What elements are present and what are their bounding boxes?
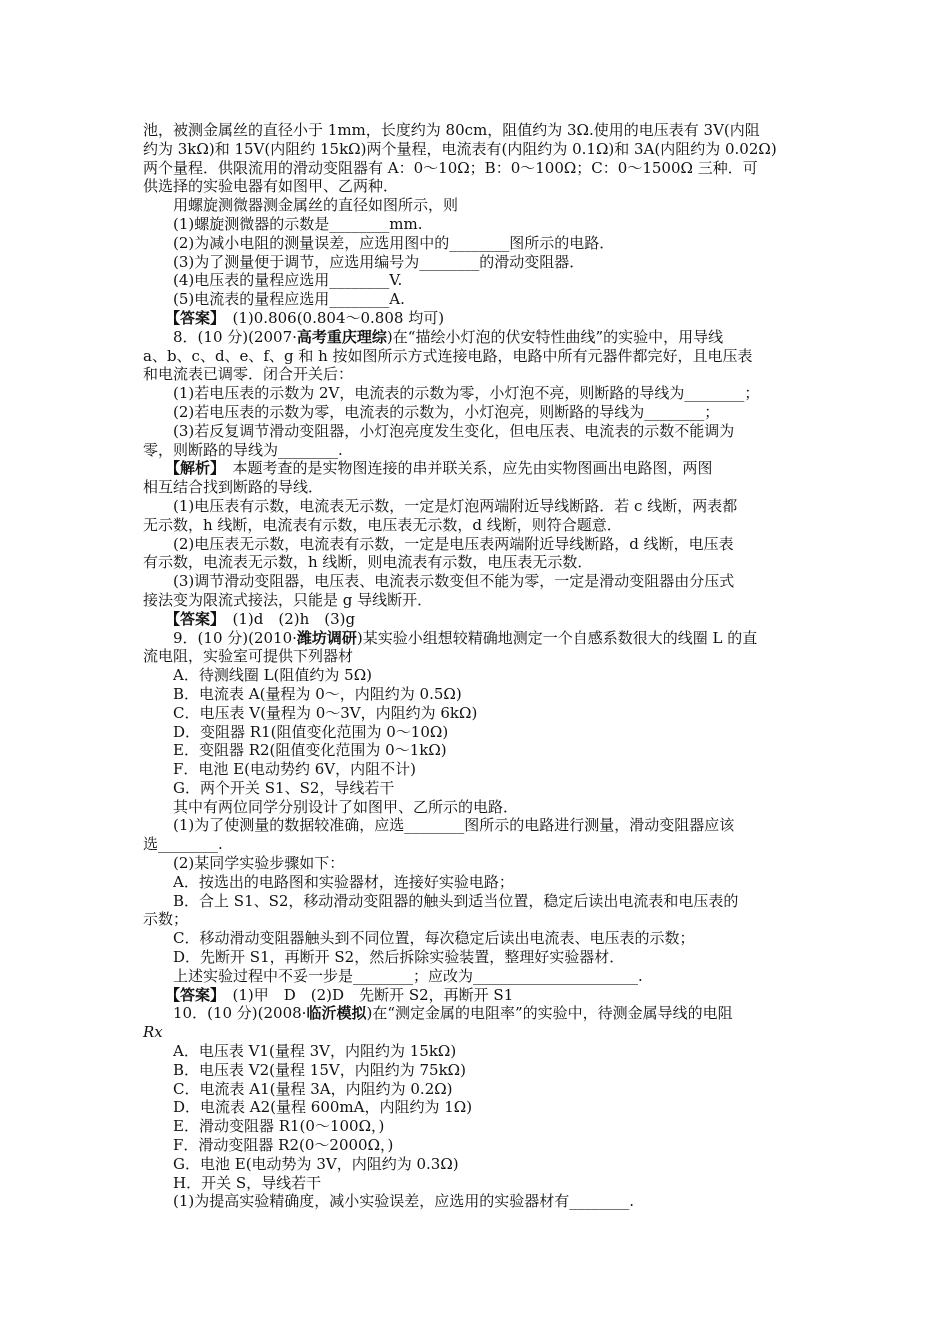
analysis-tag: 【解析】 [165,459,218,478]
q10-option-d: D．电流表 A2(量程 600mA，内阻约为 1Ω) [173,1098,473,1117]
q9-step-a: A．按选出的电路图和实验器材，连接好实验电路； [173,872,514,891]
question-number: 9．(10 分)(2010· [173,628,297,647]
q9-step-b-cont: 示数； [143,910,189,929]
q7-line-3: 两个量程．供限流用的滑动变阻器有 A：0～10Ω；B：0～100Ω；C：0～1500Ω 三种．可 [143,158,758,177]
q8-analysis-2b: 有示数，电流表无示数，h 线断，则电流表有示数，电压表无示数． [143,553,593,572]
q7-line-2: 约为 3kΩ)和 15V(内阻约 15kΩ)两个量程，电流表有(内阻约为 0.1Ω)和 3A(内阻约为 0.02Ω) [143,139,777,158]
q7-sub-5: (5)电流表的量程应选用________A. [173,290,405,309]
q9-option-f: F．电池 E(电动势约 6V，内阻不计) [173,760,416,779]
q9-option-e: E．变阻器 R2(阻值变化范围为 0～1kΩ) [173,741,447,760]
question-text: )在“测定金属的电阻率”的实验中，待测金属导线的电阻 [366,1004,733,1023]
q9-line-2: 流电阻，实验室可提供下列器材 [143,647,354,666]
q8-sub-3b: 零，则断路的导线为________. [143,440,343,459]
q7-line-1: 池，被测金属丝的直径小于 1mm，长度约为 80cm，阻值约为 3Ω.使用的电压表有 3V(内阻 [143,121,760,139]
question-text: )在“描绘小灯泡的伏安特性曲线”的实验中，用导线 [386,327,724,346]
q9-option-d: D．变阻器 R1(阻值变化范围为 0～10Ω) [173,722,449,741]
question-source: 潍坊调研 [296,628,357,647]
q9-line-3: 其中有两位同学分别设计了如图甲、乙所示的电路． [173,797,519,816]
q8-sub-1: (1)若电压表的示数为 2V，电流表的示数为零，小灯泡不亮，则断路的导线为________； [173,384,760,403]
answer-text: (1)甲 D (2)D 先断开 S2，再断开 S1 [217,985,514,1004]
question-text: )某实验小组想较精确地测定一个自感系数很大的线圈 L 的直 [356,628,758,647]
q10-option-e: E．滑动变阻器 R1(0～100Ω，) [173,1117,385,1136]
q8-analysis-3a: (3)调节滑动变阻器，电压表、电流表示数变但不能为零，一定是滑动变阻器由分压式 [173,572,735,591]
q7-sub-3: (3)为了测量便于调节，应选用编号为________的滑动变阻器． [173,252,585,271]
q9-option-a: A．待测线圈 L(阻值约为 5Ω) [173,666,373,685]
q8-answer [143,610,808,629]
q10-option-g: G．电池 E(电动势为 3V，内阻约为 0.3Ω) [173,1154,459,1173]
q10-option-f: F．滑动变阻器 R2(0～2000Ω，) [173,1136,394,1155]
q9-answer [143,986,808,1005]
answer-tag: 【答案】 [165,308,218,327]
q9-option-g: G．两个开关 S1、S2，导线若干 [173,778,395,797]
q7-sub-1: (1)螺旋测微器的示数是________mm. [173,214,423,233]
answer-tag: 【答案】 [165,609,218,628]
q8-analysis-2a: (2)电压表无示数，电流表有示数，一定是电压表两端附近导线断路，d 线断，电压表 [173,534,734,553]
q9-step-c: C．移动滑动变阻器触头到不同位置，每次稳定后读出电流表、电压表的示数； [173,929,695,948]
q7-line-4: 供选择的实验电器有如图甲、乙两种． [143,177,399,196]
answer-tag: 【答案】 [165,985,218,1004]
question-source: 高考重庆理综 [296,327,387,346]
q9-sub-2: (2)某同学实验步骤如下： [173,854,345,873]
document-page [143,121,808,1211]
q10-option-c: C．电流表 A1(量程 3A，内阻约为 0.2Ω) [173,1079,453,1098]
q7-line-5: 用螺旋测微器测金属丝的直径如图所示，则 [173,196,459,215]
q10-option-h: H．开关 S，导线若干 [173,1173,322,1192]
answer-text: (1)0.806(0.804～0.808 均可) [217,308,445,327]
q8-header [143,328,808,347]
q9-option-c: C．电压表 V(量程为 0～3V，内阻约为 6kΩ) [173,703,478,722]
q8-line-3: 和电流表已调零．闭合开关后： [143,365,354,384]
q9-option-b: B．电流表 A(量程为 0～，内阻约为 0.5Ω) [173,684,462,703]
q9-sub-1b: 选________. [143,835,223,854]
question-source: 临沂模拟 [306,1004,367,1023]
answer-text: (1)d (2)h (3)g [217,609,356,628]
q7-answer [143,309,808,328]
q10-sub-1: (1)为提高实验精确度，减小实验误差，应选用的实验器材有________. [173,1192,635,1211]
q10-option-b: B．电压表 V2(量程 15V，内阻约为 75kΩ) [173,1060,466,1079]
q7-sub-2: (2)为减小电阻的测量误差，应选用图中的________图所示的电路． [173,233,615,252]
q8-sub-3a: (3)若反复调节滑动变阻器，小灯泡亮度发生变化，但电压表、电流表的示数不能调为 [173,421,735,440]
question-number: 8．(10 分)(2007· [173,327,297,346]
q9-last: 上述实验过程中不妥一步是________；应改为______________________. [173,966,643,985]
q7-sub-4: (4)电压表的量程应选用________V. [173,271,403,290]
q10-header [143,1004,808,1023]
q8-sub-2: (2)若电压表的示数为零，电流表的示数为，小灯泡亮，则断路的导线为________； [173,402,720,421]
question-number: 10．(10 分)(2008· [173,1004,307,1023]
q8-analysis-1a: (1)电压表有示数，电流表无示数，一定是灯泡两端附近导线断路．若 c 线断，两表都 [173,496,738,515]
analysis-text: 本题考查的是实物图连接的串并联关系，应先由实物图画出电路图，两图 [217,459,713,478]
q10-line-2: Rx [143,1023,163,1042]
q10-option-a: A．电压表 V1(量程 3V，内阻约为 15kΩ) [173,1042,457,1061]
q8-analysis-1b: 无示数，h 线断，电流表有示数，电压表无示数，d 线断，则符合题意． [143,515,622,534]
q9-sub-1a: (1)为了使测量的数据较准确，应选________图所示的电路进行测量，滑动变阻器应该 [173,816,735,835]
q8-analysis-3b: 接法变为限流式接法，只能是 g 导线断开． [143,590,433,609]
q8-line-2: a、b、c、d、e、f、g 和 h 按如图所示方式连接电路，电路中所有元器件都完好，且电压表 [143,346,753,365]
q9-header [143,629,808,648]
q9-step-d: D．先断开 S1，再断开 S2，然后拆除实验装置，整理好实验器材． [173,948,625,967]
q8-analysis-2: 相互结合找到断路的导线． [143,478,324,497]
q9-step-b: B．合上 S1、S2，移动滑动变阻器的触头到适当位置，稳定后读出电流表和电压表的 [173,891,739,910]
q8-analysis [143,459,808,478]
